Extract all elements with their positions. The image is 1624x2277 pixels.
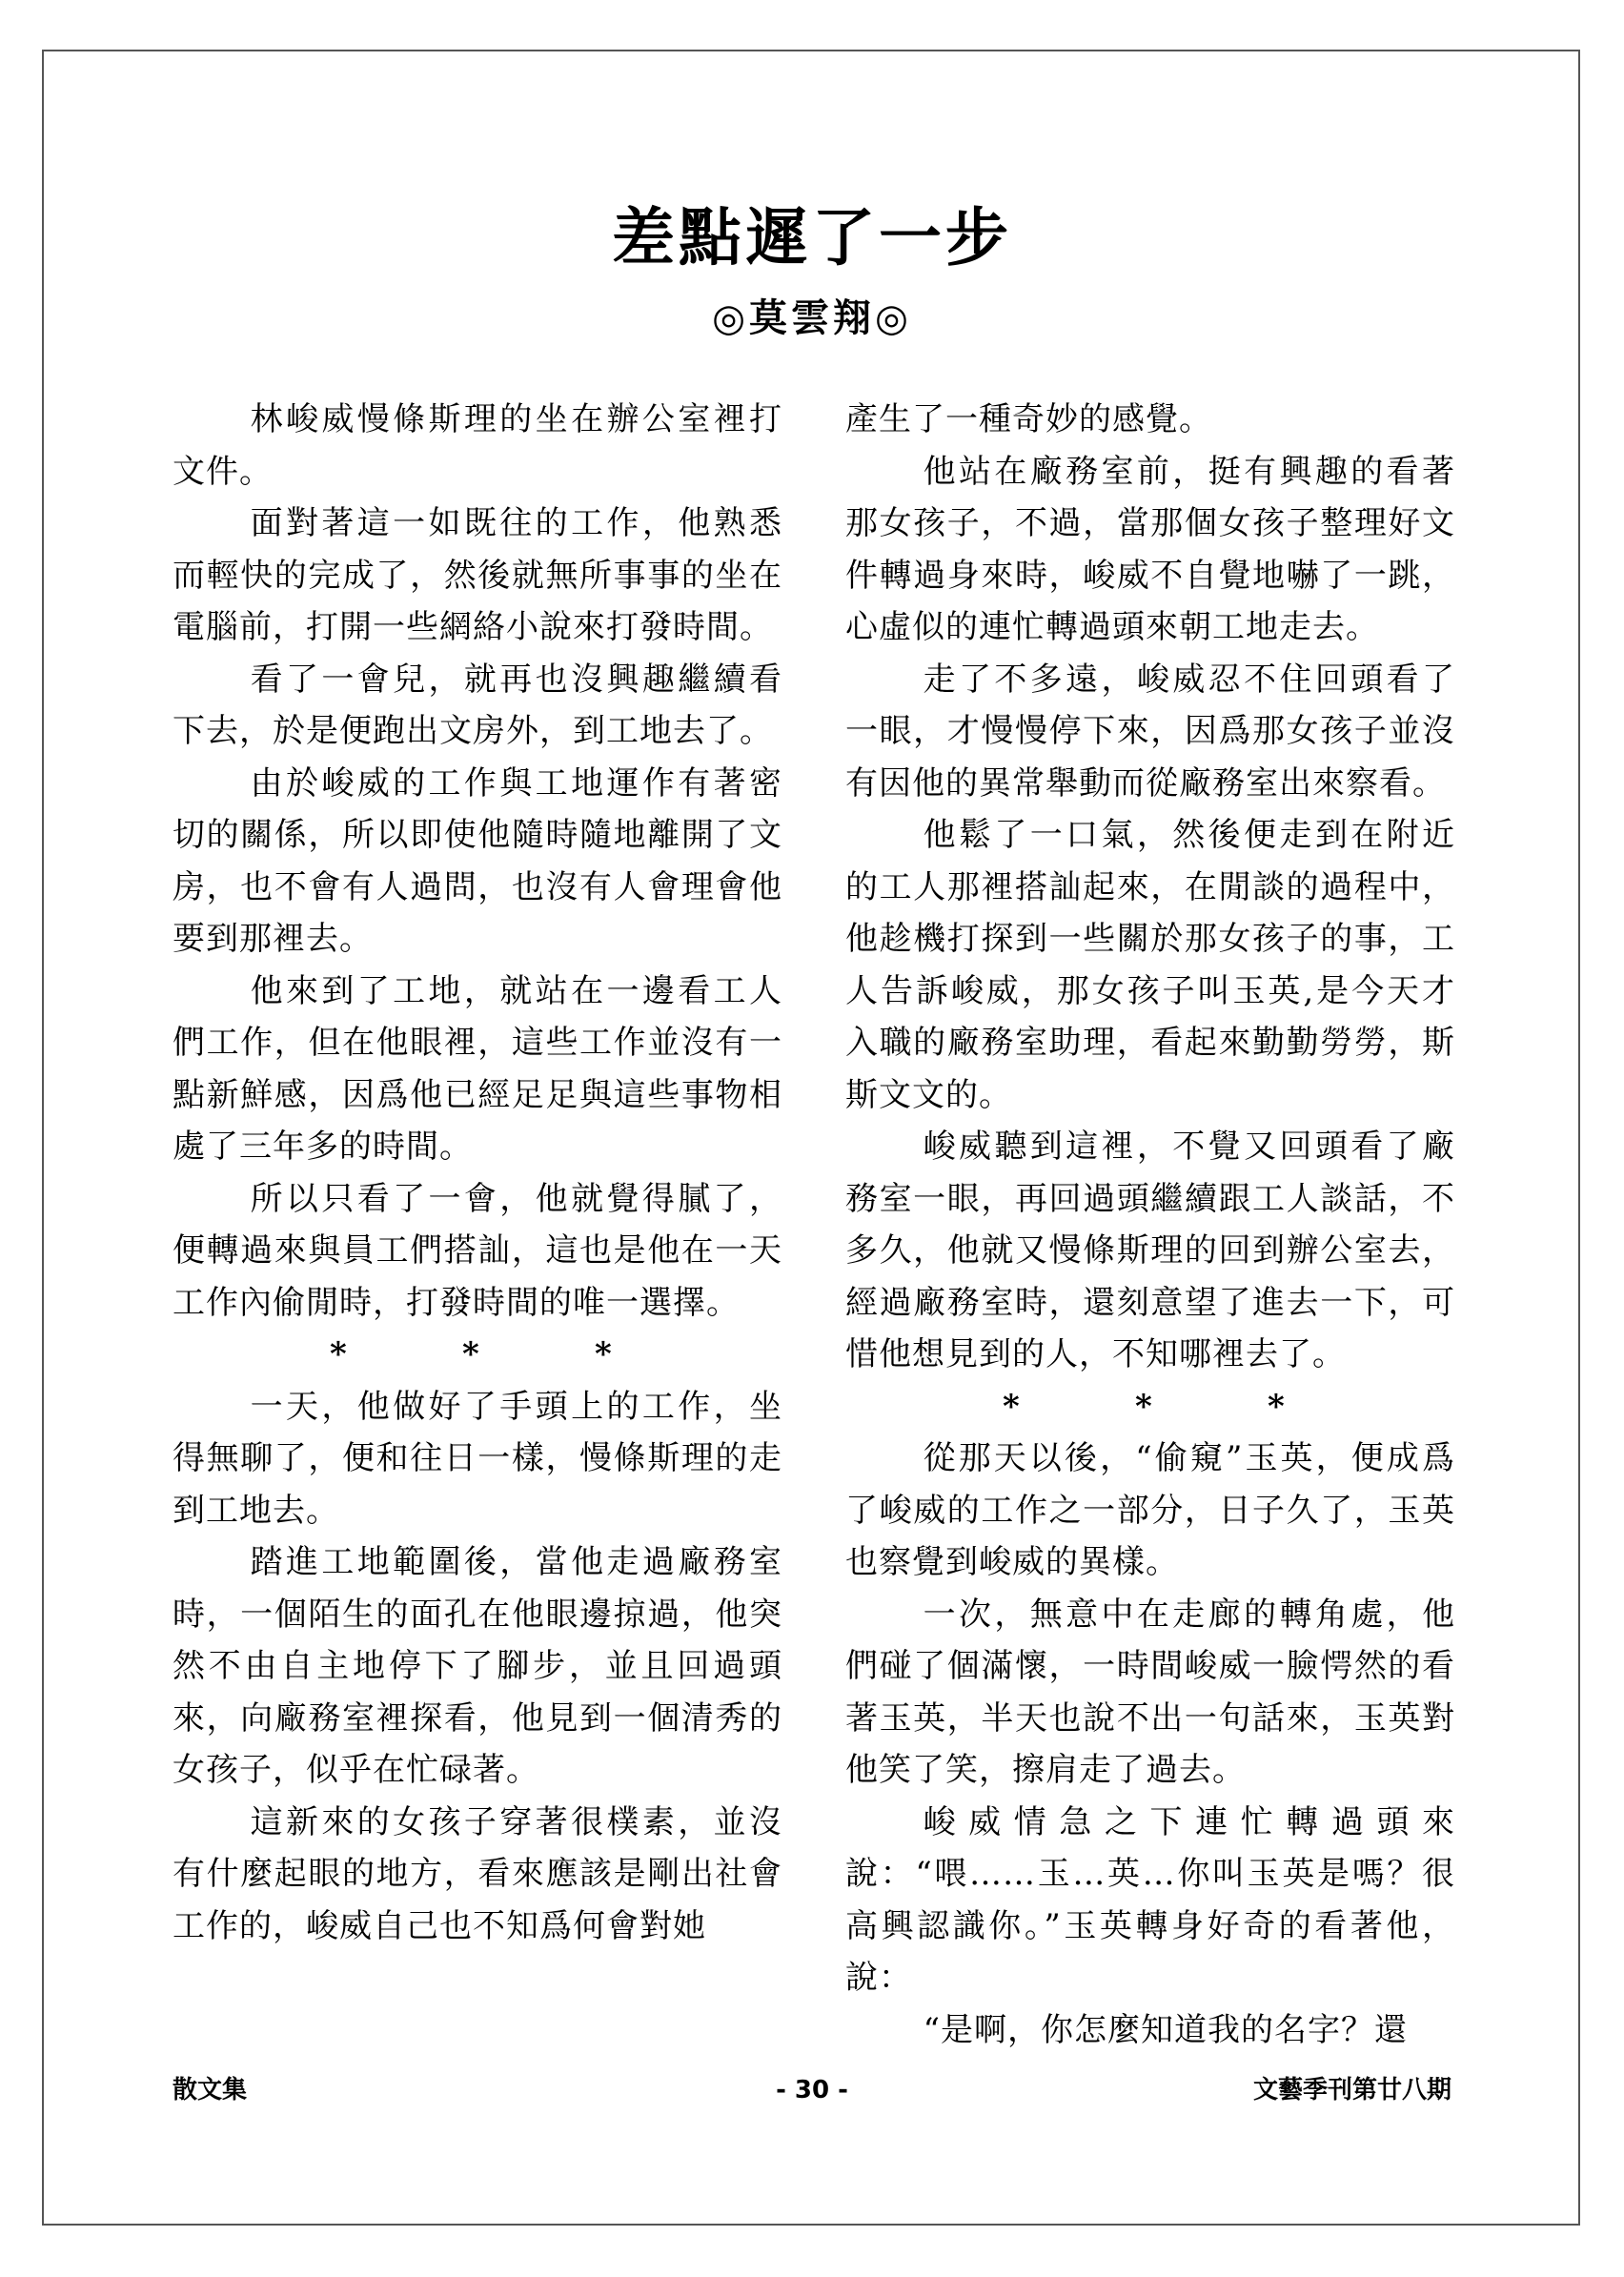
footer-collection-name: 散文集 (173, 2076, 248, 2104)
paragraph: 所以只看了一會，他就覺得膩了，便轉過來與員工們搭訕，這也是他在一天工作內偷閒時，打發時間的唯一選擇。 (173, 1179, 782, 1322)
separator-asterisk: * (595, 1335, 612, 1373)
paragraph: 產生了一種奇妙的感覺。 (845, 400, 1212, 438)
separator-asterisk: * (462, 1335, 479, 1373)
paragraph: 林峻威慢條斯理的坐在辦公室裡打文件。 (173, 400, 782, 491)
author-byline: ◎莫雲翔◎ (712, 295, 912, 340)
footer-page-number: - 30 - (776, 2076, 848, 2104)
paragraph: 他來到了工地，就站在一邊看工人們工作，但在他眼裡，這些工作並沒有一點新鮮感，因爲他已經足足與這些事物相處了三年多的時間。 (173, 971, 782, 1166)
separator-asterisk: * (1135, 1387, 1152, 1426)
paragraph: 峻威聽到這裡，不覺又回頭看了廠務室一眼，再回過頭繼續跟工人談話，不多久，他就又慢條斯理的回到辦公室去，經過廠務室時，還刻意望了進去一下，可惜他想見到的人，不知哪裡去了。 (845, 1128, 1455, 1373)
paragraph: 一天，他做好了手頭上的工作，坐得無聊了，便和往日一樣，慢條斯理的走到工地去。 (173, 1387, 782, 1530)
separator-asterisk: * (330, 1335, 347, 1373)
paragraph: 看了一會兒，就再也沒興趣繼續看下去，於是便跑出文房外，到工地去了。 (173, 660, 782, 750)
paragraph: 面對著這一如既往的工作，他熟悉而輕快的完成了，然後就無所事事的坐在電腦前，打開一些網絡小說來打發時間。 (173, 504, 782, 646)
separator-asterisk: * (1268, 1387, 1285, 1426)
left-column (173, 394, 782, 1952)
paragraph: 他鬆了一口氣，然後便走到在附近的工人那裡搭訕起來，在閒談的過程中，他趁機打探到一些關於那女孩子的事，工人告訴峻威，那女孩子叫玉英,是今天才入職的廠務室助理，看起來勤勤勞勞，斯斯文文的。 (845, 816, 1455, 1114)
paragraph: 從那天以後，“偷窺”玉英，便成爲了峻威的工作之一部分，日子久了，玉英也察覺到峻威的異樣。 (845, 1439, 1455, 1581)
paragraph: 峻威情急之下連忙轉過頭來說：“喂……玉…英…你叫玉英是嗎？很高興認識你。”玉英轉身好奇的看著他，說： (845, 1802, 1455, 1997)
section-separator (845, 1381, 1455, 1433)
separator-asterisk: * (1003, 1387, 1020, 1426)
paragraph: “是啊，你怎麼知道我的名字？還 (923, 2010, 1408, 2049)
paragraph: 走了不多遠，峻威忍不住回頭看了一眼，才慢慢停下來，因爲那女孩子並沒有因他的異常舉動而從廠務室出來察看。 (845, 660, 1455, 803)
right-column (845, 394, 1455, 2056)
footer-issue-name: 文藝季刊第廿八期 (1252, 2076, 1451, 2104)
paragraph: 一次，無意中在走廊的轉角處，他們碰了個滿懷，一時間峻威一臉愕然的看著玉英，半天也說不出一句話來，玉英對他笑了笑，擦肩走了過去。 (845, 1595, 1455, 1789)
section-separator (173, 1329, 782, 1381)
paragraph: 踏進工地範圍後，當他走過廠務室時，一個陌生的面孔在他眼邊掠過，他突然不由自主地停下了腳步，並且回過頭來，向廠務室裡探看，他見到一個清秀的女孩子，似乎在忙碌著。 (173, 1543, 782, 1789)
paragraph: 他站在廠務室前，挺有興趣的看著那女孩子，不過，當那個女孩子整理好文件轉過身來時，峻威不自覺地嚇了一跳，心虛似的連忙轉過頭來朝工地走去。 (845, 452, 1455, 646)
paragraph: 由於峻威的工作與工地運作有著密切的關係，所以即使他隨時隨地離開了文房，也不會有人過問，也沒有人會理會他要到那裡去。 (173, 763, 782, 958)
paragraph: 這新來的女孩子穿著很樸素，並沒有什麼起眼的地方，看來應該是剛出社會工作的，峻威自己也不知爲何會對她 (173, 1802, 782, 1945)
article-title: 差點遲了一步 (612, 201, 1012, 274)
